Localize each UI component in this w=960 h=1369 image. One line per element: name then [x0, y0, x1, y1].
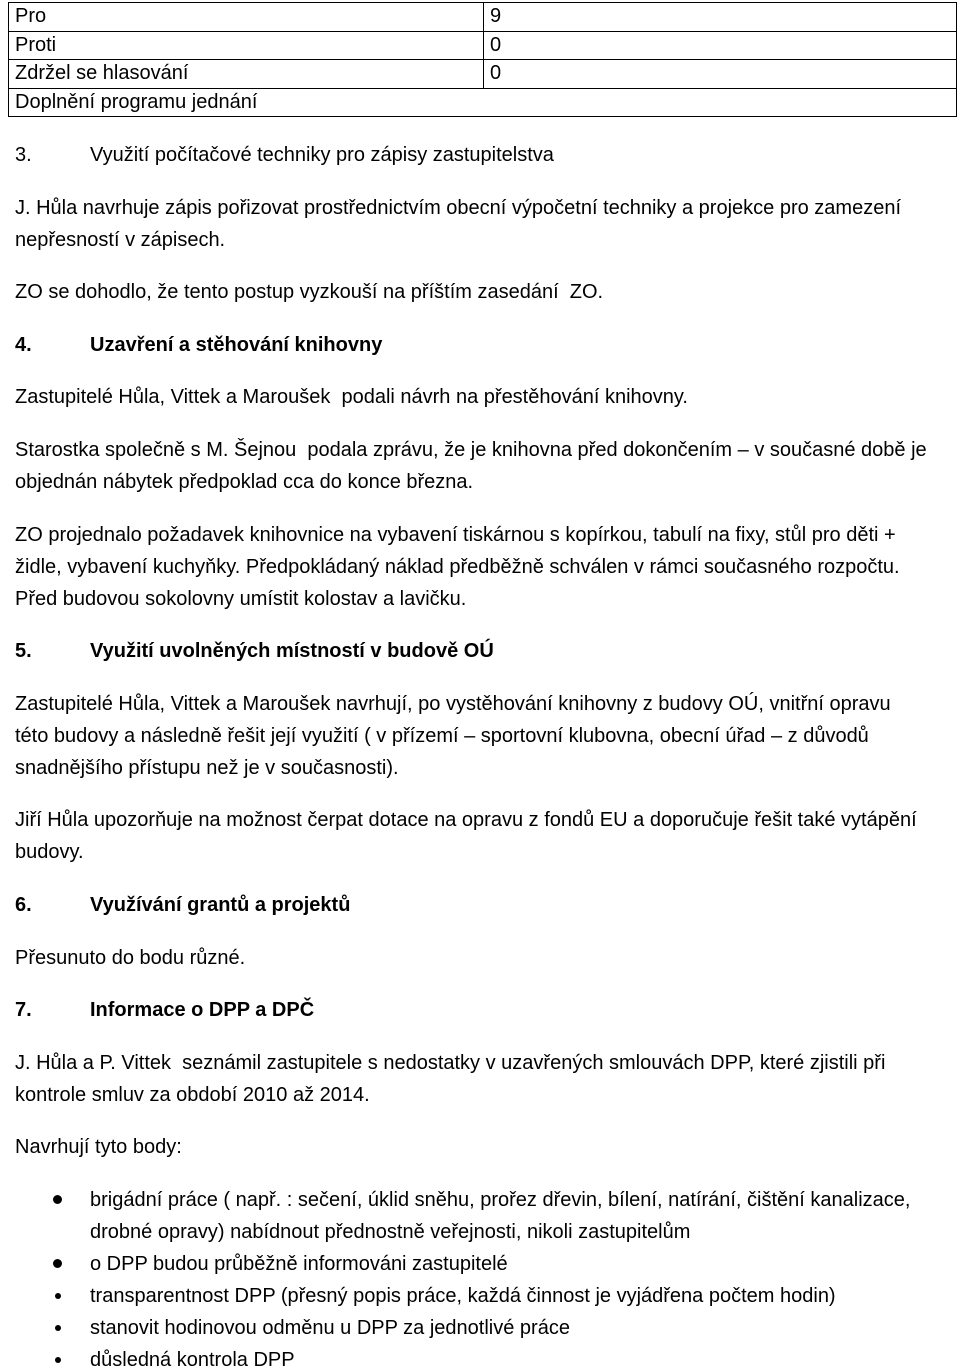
- paragraph: [15, 688, 955, 784]
- paragraph: [15, 1047, 955, 1111]
- text-line: Před budovou sokolovny umístit kolostav a lavičku.: [15, 587, 467, 610]
- paragraph: [15, 804, 955, 868]
- agenda-amendment-label: Doplnění programu jednání: [15, 90, 258, 113]
- bullet-text-line: transparentnost DPP (přesný popis práce, každá činnost je vyjádřena počtem hodin): [90, 1284, 836, 1307]
- vote-count: 0: [490, 62, 502, 85]
- vote-row: [9, 60, 956, 89]
- text-line: objednán nábytek předpoklad cca do konce března.: [15, 470, 474, 493]
- bullet-item: [15, 1280, 955, 1312]
- section-heading: [15, 635, 955, 667]
- vote-count: 9: [490, 5, 502, 28]
- bullet-item: [15, 1312, 955, 1344]
- bullet-text-line: brigádní práce ( např. : sečení, úklid sněhu, prořez dřevin, bílení, natírání, čištění kanalizace,: [90, 1188, 911, 1211]
- section-title: Využití počítačové techniky pro zápisy zastupitelstva: [90, 144, 554, 166]
- text-line: kontrole smluv za období 2010 až 2014.: [15, 1083, 370, 1106]
- text-line: J. Hůla a P. Vittek seznámil zastupitele s nedostatky v uzavřených smlouvách DPP, které zjistili při: [15, 1051, 886, 1074]
- paragraph: [15, 942, 955, 974]
- paragraph: [15, 192, 955, 256]
- paragraph: [15, 276, 955, 308]
- paragraph: [15, 381, 955, 413]
- text-line: Zastupitelé Hůla, Vittek a Maroušek navrhují, po vystěhování knihovny z budovy OÚ, vnitřní opravu: [15, 692, 891, 715]
- text-line: Jiří Hůla upozorňuje na možnost čerpat dotace na opravu z fondů EU a doporučuje řešit také vytápění: [15, 809, 917, 832]
- agenda-amendment-row: [9, 89, 956, 117]
- section-number: 6.: [15, 893, 32, 916]
- minutes-body: [15, 139, 955, 1369]
- bullet-icon: [55, 1325, 61, 1331]
- section-number: 4.: [15, 333, 32, 356]
- text-line: ZO projednalo požadavek knihovnice na vybavení tiskárnou s kopírkou, tabulí na fixy, stůl pro děti +: [15, 523, 896, 546]
- vote-label: Pro: [9, 3, 484, 31]
- section-heading: [15, 329, 955, 361]
- section-number: 5.: [15, 640, 32, 663]
- section-title: Využití uvolněných místností v budově OÚ: [90, 640, 494, 663]
- section-heading: [15, 889, 955, 921]
- text-line: snadnějšího přístupu než je v současnosti).: [15, 756, 399, 779]
- bullet-item: [15, 1184, 955, 1248]
- section-title: Využívání grantů a projektů: [90, 893, 351, 916]
- section-heading: [15, 139, 955, 171]
- bullet-item: [15, 1248, 955, 1280]
- vote-label: Proti: [9, 32, 484, 60]
- section-title: Informace o DPP a DPČ: [90, 999, 315, 1022]
- bullet-list: [15, 1184, 955, 1369]
- bullet-text-line: důsledná kontrola DPP: [90, 1348, 295, 1369]
- text-line: Navrhují tyto body:: [15, 1136, 182, 1159]
- vote-row: [9, 32, 956, 61]
- bullet-icon: [55, 1357, 61, 1363]
- bullet-text-line: drobné opravy) nabídnout přednostně veřejnosti, nikoli zastupitelům: [90, 1220, 691, 1243]
- text-line: Přesunuto do bodu různé.: [15, 946, 246, 969]
- bullet-text-line: o DPP budou průběžně informováni zastupitelé: [90, 1252, 508, 1275]
- bullet-icon: [53, 1195, 62, 1204]
- text-line: J. Hůla navrhuje zápis pořizovat prostřednictvím obecní výpočetní techniky a projekce pro zamezení: [15, 196, 901, 219]
- text-line: budovy.: [15, 841, 84, 864]
- paragraph: [15, 519, 955, 615]
- bullet-icon: [55, 1293, 61, 1299]
- text-line: židle, vybavení kuchyňky. Předpokládaný náklad předběžně schválen v rámci současného rozpočtu.: [15, 555, 900, 578]
- text-line: Starostka společně s M. Šejnou podala zprávu, že je knihovna před dokončením – v současné době je: [15, 438, 927, 461]
- vote-row: [9, 3, 956, 32]
- bullet-icon: [53, 1259, 62, 1268]
- section-title: Uzavření a stěhování knihovny: [90, 333, 383, 356]
- paragraph: [15, 434, 955, 498]
- section-number: 3.: [15, 144, 32, 166]
- vote-table: [8, 2, 957, 117]
- section-number: 7.: [15, 999, 32, 1022]
- text-line: nepřesností v zápisech.: [15, 228, 226, 251]
- text-line: Zastupitelé Hůla, Vittek a Maroušek podali návrh na přestěhování knihovny.: [15, 386, 688, 409]
- paragraph: [15, 1131, 955, 1163]
- text-line: této budovy a následně řešit její využití ( v přízemí – sportovní klubovna, obecní úřad – z důvodů: [15, 724, 869, 747]
- text-line: ZO se dohodlo, že tento postup vyzkouší na příštím zasedání ZO.: [15, 281, 604, 304]
- vote-label: Zdržel se hlasování: [9, 60, 484, 88]
- bullet-item: [15, 1344, 955, 1369]
- vote-count: 0: [490, 33, 502, 56]
- bullet-text-line: stanovit hodinovou odměnu u DPP za jednotlivé práce: [90, 1316, 570, 1339]
- section-heading: [15, 994, 955, 1026]
